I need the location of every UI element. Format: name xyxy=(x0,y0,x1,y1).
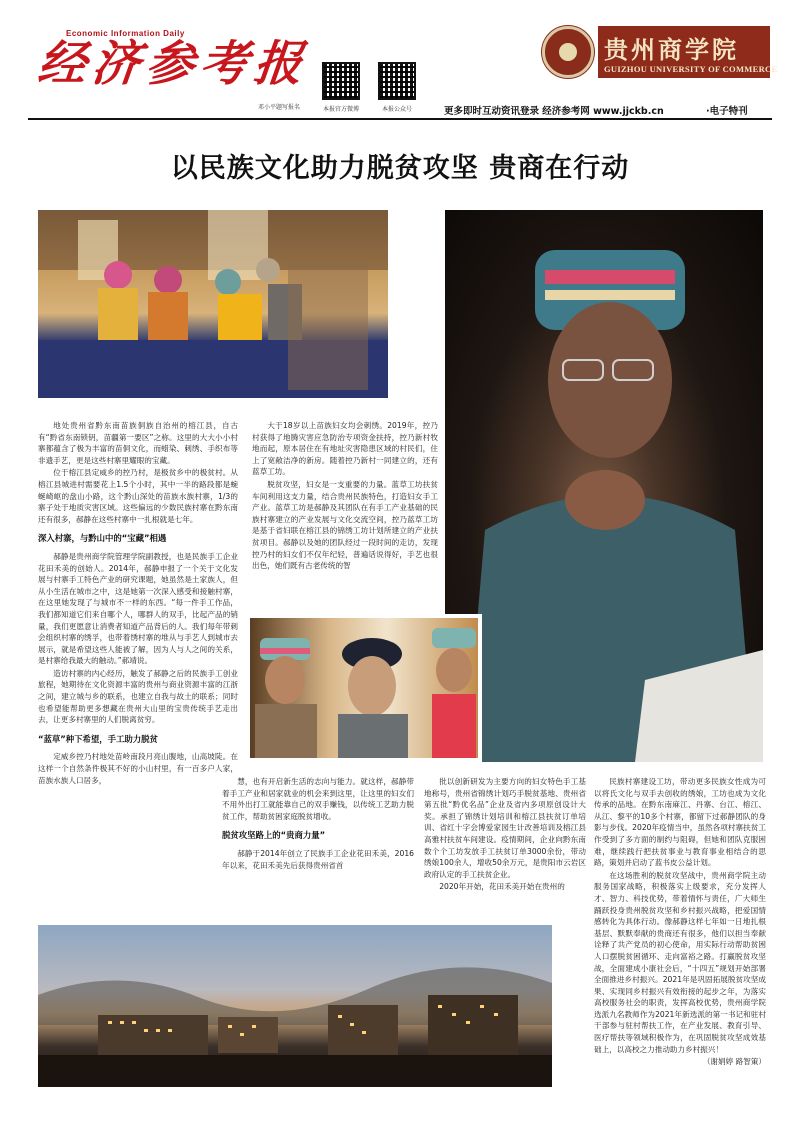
masthead-rule xyxy=(28,118,772,120)
photo-campus-night-art xyxy=(38,925,552,1087)
article-paragraph: 民族村寨建设工坊，带动更多民族女性成为可以将氏文化与双手去创收的绣娘，工坊也成为文化传承的品地。在黔东南麻江、丹寨、台江、榕江、从江、黎平的10多个村寨，都留下过郝静团队的身影与步伐。2020年疫情当中，虽然各项村寨扶贫工作受到了多方面的制约与阻碍，但她和团队克服困难，继续践行把扶贫事业与教育事业相结合的思路，策划并启动了蓝书皮公益计划。 xyxy=(594,777,766,868)
photo-campus-night xyxy=(38,925,552,1087)
photo-workshop-women-art xyxy=(250,618,478,758)
article-paragraph: 在这场胜利的脱贫攻坚战中，贵州商学院主动服务国家战略，积极落实上级要求，充分发挥人才、智力、科技优势，带着情怀与责任，广大师生踊跃投身贵州脱贫攻坚和乡村振兴战略，把爱国情感转化为具体行动。像郝静这样七年如一日地扎根基层、默默奉献的贵商还有很多，他们以担当奉献诠释了共产党员的初心使命，用实际行动帮助贫困人口摆脱贫困循环、走向富裕之路。打赢脱贫攻坚战，全面建成小康社会后，“十四五”规划开始部署全面推进乡村振兴。2021年是巩固拓展脱贫攻坚成果、实现同乡村振兴有效衔接的起步之年，为落实高校服务社会的职责，发挥高校优势，贵州商学院选派九名教师作为2021年新选派的第一书记和驻村干部参与驻村帮扶工作，在产业发展、教育引导、医疗帮扶等领域积极作为，在巩固脱贫攻坚成效基础上，以高校之力推动助力乡村振兴！ xyxy=(594,870,766,1054)
article-paragraph: 郝静于2014年创立了民族手工企业花田禾美，2016年以来，花田禾美先后获得贵州省首 xyxy=(222,848,414,870)
edition-label: ·电子特刊 xyxy=(706,106,748,117)
article-paragraph: 2020年开始，花田禾美开始在贵州的 xyxy=(439,882,565,892)
article-column-3 xyxy=(424,776,586,894)
masthead-name-en: Economic Information Daily xyxy=(66,29,185,38)
website-tagline[interactable]: 更多即时互动资讯登录 经济参考网 www.jjckb.cn xyxy=(444,106,664,117)
section-subhead: “蓝草”种下希望，手工助力脱贫 xyxy=(38,733,158,744)
university-seal-icon xyxy=(542,26,594,78)
photo-embroidery-workshop xyxy=(38,210,388,398)
article-paragraph: 批以创新研发为主要方向的妇女特色手工基地称号，贵州省锦绣计划巧手脱贫基地、贵州省第五批“黔优名品”企业及省内多项原创设计大奖。承担了锦绣计划培训和榕江县扶贫订单培训、省红十字会博爱家园生计改善培训及榕江县高雅村扶贫车间建设。疫情期间，企业向黔东南数个个工坊发放手工扶贫订单3000余份，带动绣娘100余人，增收50余万元，是贵阳市云岩区政府认定的手工扶贫企业。 xyxy=(424,777,586,879)
article-column-2-top xyxy=(252,420,438,573)
article-paragraph: 大于18岁以上苗族妇女均会刺绣。2019年，控乃村获得了地腾灾害应急防治专项资金扶持，控乃新村牧地而起，原本居住在有地址灾害隐患区域的村民们，住上了宽敞洁净的新房。随着控乃新村一同建立的，还有蓝草工坊。 xyxy=(252,421,438,477)
article-paragraph: 定威乡控乃村地处苗岭南段月亮山腹地，山高坡陡。在这样一个自然条件极其不好的小山村里，有一百多户人家，苗族水族人口居多， xyxy=(38,752,238,785)
wechat-qr-caption: 本报公众号 xyxy=(381,106,412,113)
weibo-qr-code[interactable] xyxy=(322,62,360,100)
article-column-1 xyxy=(38,420,238,787)
weibo-qr-caption: 本报官方微博 xyxy=(322,106,359,113)
article-paragraph: 慧，也有开启新生活的志向与能力。就这样，郝静带着手工产业和居家就业的机会来到这里，让这里的妇女们不用外出打工就能靠自己的双手赚钱，以传统工艺助力脱贫工作，帮助贫困家庭脱贫增收。 xyxy=(222,777,414,821)
university-name-cn: 贵州商学院 xyxy=(604,35,739,64)
university-name-en: GUIZHOU UNIVERSITY OF COMMERCE xyxy=(604,64,778,74)
photo-elder-embroiderer-art xyxy=(445,210,763,762)
section-subhead: 深入村寨，与黔山中的“宝藏”相遇 xyxy=(38,533,167,544)
article-paragraph: 地处贵州省黔东南苗族侗族自治州的榕江县，自古有“黔省东南锁钥，苗疆第一要区”之称。这里的大大小小村寨都蕴含了极为丰富的苗侗文化，而蜡染、刺绣、手织布等非遗手艺，更是这些村寨里耀眼的宝藏。 xyxy=(38,421,238,465)
masthead-note: 邓小平题写报名 xyxy=(258,104,301,111)
section-subhead: 脱贫攻坚路上的“贵商力量” xyxy=(222,830,326,841)
photo-elder-embroiderer xyxy=(445,210,763,762)
masthead-logo: 经济参考报 xyxy=(35,36,311,92)
article-headline: 以民族文化助力脱贫攻坚 贵商在行动 xyxy=(170,153,630,184)
article-column-4 xyxy=(594,776,766,1069)
photo-embroidery-workshop-art xyxy=(38,210,388,398)
article-paragraph: 脱贫攻坚，妇女是一支重要的力量。蓝草工坊扶贫车间利用这支力量，结合贵州民族特色，打造妇女手工产业。蓝草工坊是郝静及其团队在有手工产业基础的民族村寨建立的产业发展与文化交流空间，控乃蓝草工坊是基于省妇联在榕江县的锦绣工坊计划所建立的产业扶贫项目。郝静以及她的团队经过一段时间的走访，发现控乃村的妇女们不仅年纪轻，普遍话说得好，手艺也很出色，她们既有古老传统的智 xyxy=(252,479,438,571)
wechat-qr-code[interactable] xyxy=(378,62,416,100)
article-column-2-bottom xyxy=(222,776,414,872)
article-paragraph: 造访村寨的内心经历，触发了郝静之后的民族手工创业旅程，她期待在文化资源丰富的贵州与商业资源丰富的江浙之间，建立城与乡的联系，也建立自我与故土的联系；同时也希望能帮助更多想藏在贵州大山里的宝贵传统手艺走出去，让更多村寨里的人们脱离贫穷。 xyxy=(38,668,238,725)
article-byline: （谢娟婷 路智策） xyxy=(702,1057,766,1067)
photo-workshop-women xyxy=(246,614,482,762)
article-paragraph: 郝静是贵州商学院管理学院副教授，也是民族手工企业花田禾美的创始人。2014年，郝静申报了一个关于文化发展与村寨手工特色产业的研究课题，她虽然是土家族人，但从小生活在城市之中，这是她第一次深入感受和接触村寨，在这里她发现了与城市不一样的东西。“每一件手工作品，我们都知道它们来自哪个人，哪群人的双手，比起产品的销量，我们更愿意让消费者知道产品背后的人。我们每年带刺会组织村寨的绣孚，也带着绣村寨的堆从与手艺人到城市去展示，就是希望这些人能被了解，因为人与人之间的关系，是村寨给我最大的触动。”郝靖说。 xyxy=(38,551,238,666)
article-paragraph: 位于榕江县定威乡的控乃村，是极贫乡中的极贫村。从榕江县城进村需要花上1.5个小时，其中一半的路段都是蜿蜒崎岖的盘山小路，这个黔山深处的苗族水族村寨，1/3的寨子处于地质灾害区域。这些偏远的少数民族村寨在黔东南还有很多，郝静在这些村寨中一扎根就是七年。 xyxy=(38,468,238,524)
